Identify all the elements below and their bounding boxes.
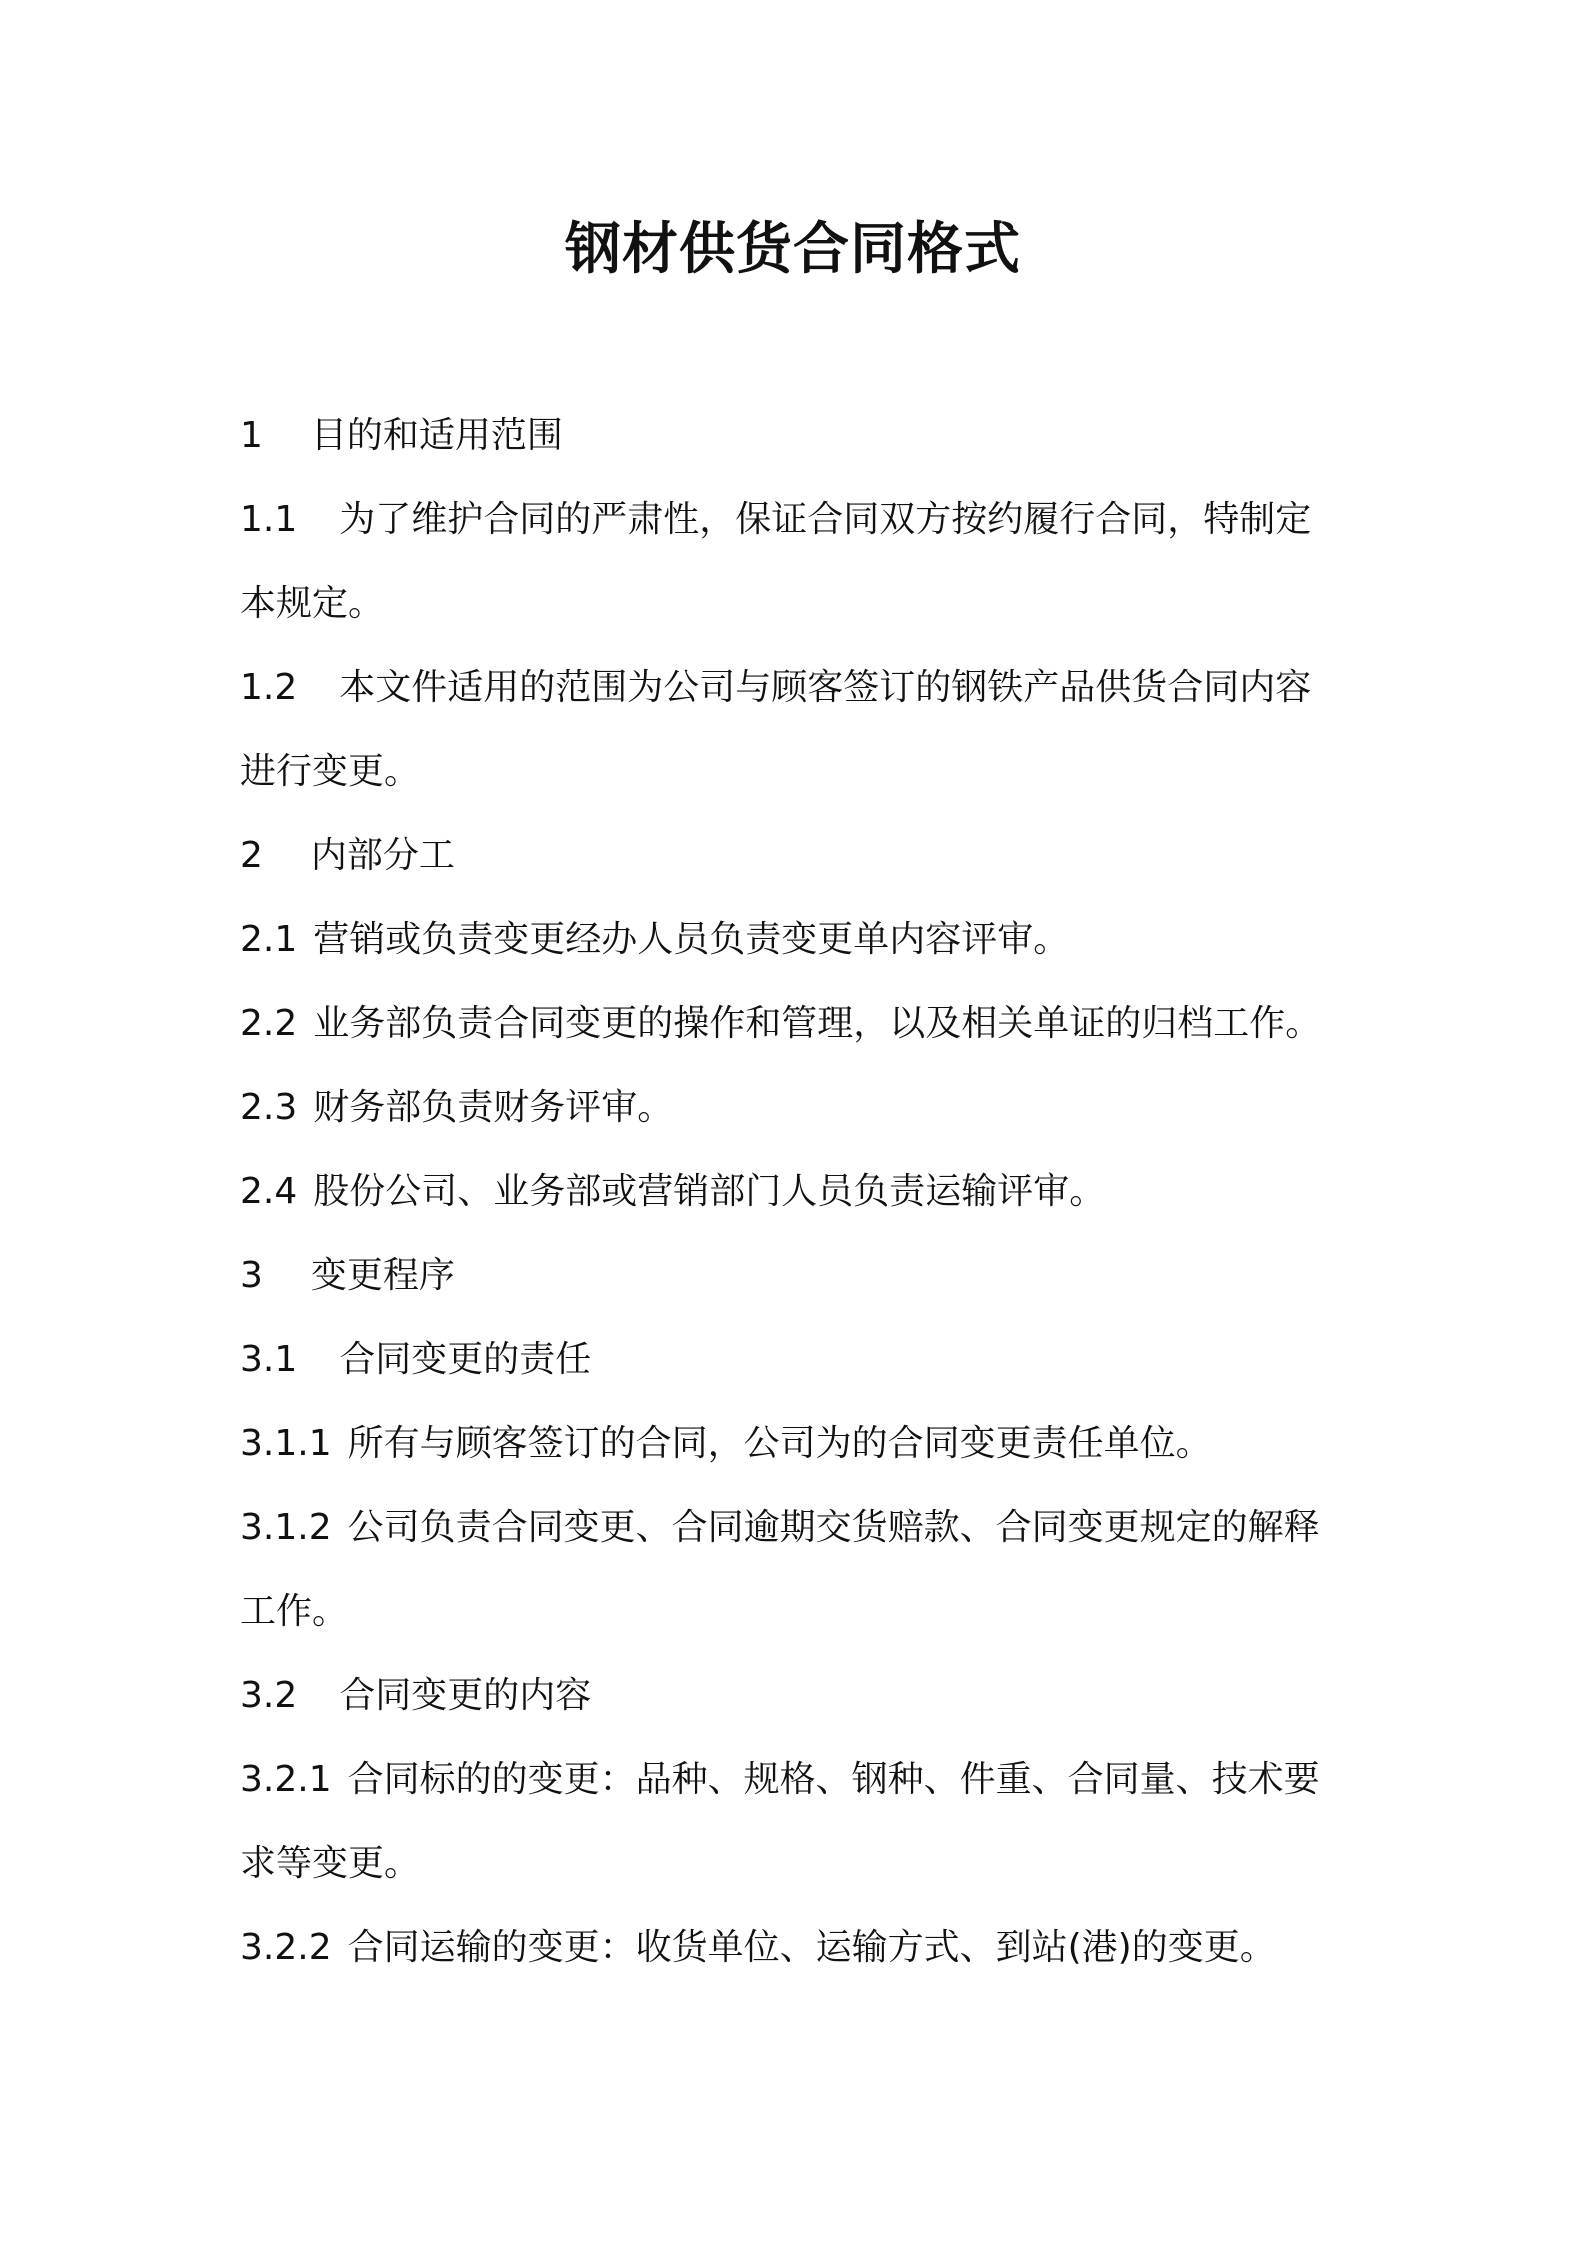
document-title: 钢材供货合同格式 (565, 217, 1021, 282)
section-text: 财务部负责财务评审。 (313, 1087, 674, 1128)
paragraph-line (240, 1066, 1360, 1150)
section-number: 2.4 (240, 1171, 298, 1212)
section-text: 业务部负责合同变更的操作和管理，以及相关单证的归档工作。 (313, 1003, 1322, 1044)
section-text: 变更程序 (310, 1255, 455, 1296)
section-number: 3 (240, 1255, 263, 1296)
section-text: 合同标的的变更：品种、规格、钢种、件重、合同量、技术要 (347, 1759, 1320, 1800)
section-number: 3.2.1 (240, 1759, 332, 1800)
subheading-line (240, 1654, 1360, 1738)
paragraph-line (240, 478, 1360, 562)
section-text: 求等变更。 (240, 1843, 421, 1884)
paragraph-line (240, 898, 1360, 982)
paragraph-line (240, 1486, 1360, 1570)
section-number: 2 (240, 835, 263, 876)
section-text: 目的和适用范围 (310, 415, 563, 456)
section-number: 2.2 (240, 1003, 298, 1044)
paragraph-line (240, 1150, 1360, 1234)
section-text: 合同变更的责任 (339, 1339, 592, 1380)
heading-line (240, 394, 1360, 478)
section-number: 1.2 (240, 667, 298, 708)
paragraph-line (240, 1906, 1360, 1990)
paragraph-line (240, 1402, 1360, 1486)
section-text: 进行变更。 (240, 751, 421, 792)
paragraph-continuation (240, 1570, 1360, 1654)
section-text: 营销或负责变更经办人员负责变更单内容评审。 (313, 919, 1070, 960)
paragraph-continuation (240, 730, 1360, 814)
paragraph-continuation (240, 1822, 1360, 1906)
heading-line (240, 814, 1360, 898)
section-number: 3.1.1 (240, 1423, 332, 1464)
section-text: 本规定。 (240, 583, 385, 624)
section-text: 合同变更的内容 (339, 1675, 592, 1716)
section-text: 工作。 (240, 1591, 349, 1632)
section-number: 3.2 (240, 1675, 298, 1716)
section-number: 1.1 (240, 499, 298, 540)
section-text: 为了维护合同的严肃性，保证合同双方按约履行合同，特制定 (339, 499, 1312, 540)
section-number: 3.1.2 (240, 1507, 332, 1548)
section-text: 公司负责合同变更、合同逾期交货赔款、合同变更规定的解释 (347, 1507, 1320, 1548)
section-text: 合同运输的变更：收货单位、运输方式、到站(港)的变更。 (347, 1927, 1276, 1968)
section-number: 2.3 (240, 1087, 298, 1128)
section-text: 本文件适用的范围为公司与顾客签订的钢铁产品供货合同内容 (339, 667, 1312, 708)
section-text: 内部分工 (310, 835, 455, 876)
subheading-line (240, 1318, 1360, 1402)
paragraph-line (240, 646, 1360, 730)
paragraph-continuation (240, 562, 1360, 646)
section-number: 3.1 (240, 1339, 298, 1380)
section-number: 2.1 (240, 919, 298, 960)
section-number: 1 (240, 415, 263, 456)
section-number: 3.2.2 (240, 1927, 332, 1968)
paragraph-line (240, 1738, 1360, 1822)
section-text: 所有与顾客签订的合同，公司为的合同变更责任单位。 (347, 1423, 1212, 1464)
section-text: 股份公司、业务部或营销部门人员负责运输评审。 (313, 1171, 1106, 1212)
heading-line (240, 1234, 1360, 1318)
paragraph-line (240, 982, 1360, 1066)
